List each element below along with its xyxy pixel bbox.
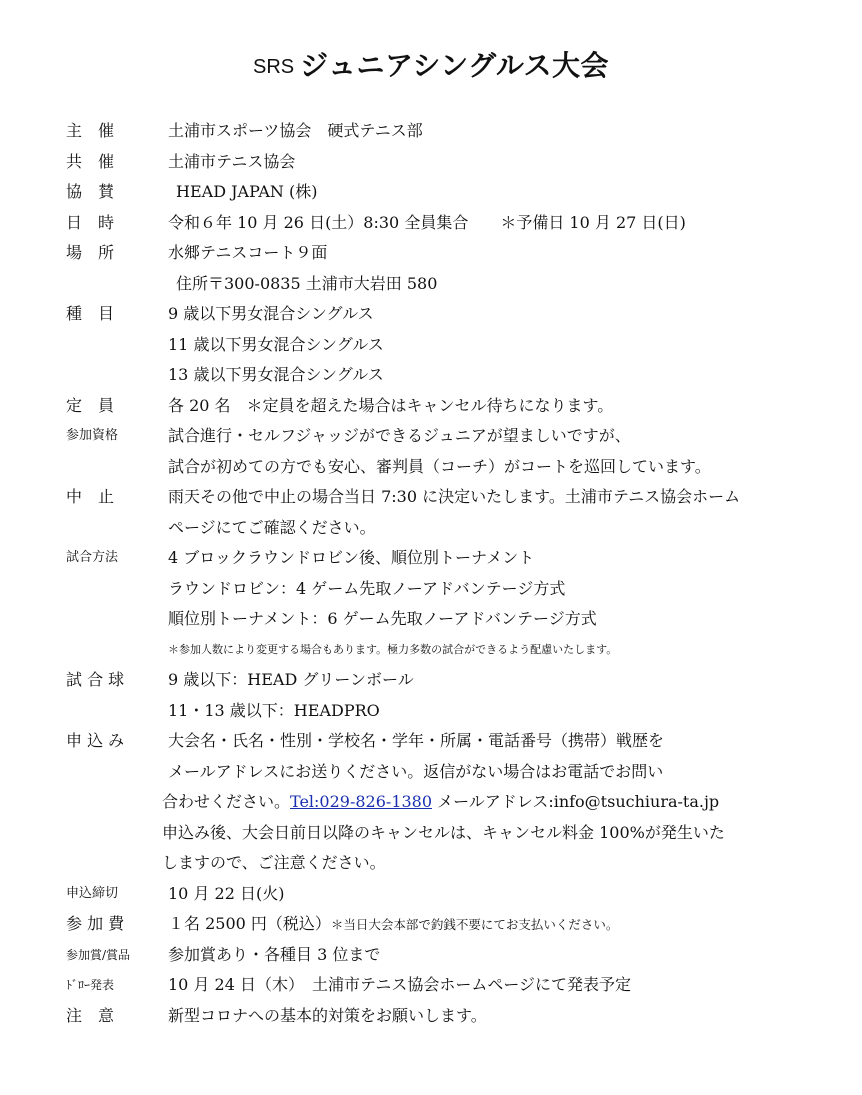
row-ball-2 <box>0 696 862 727</box>
label-notice: 注 意 <box>66 1005 115 1025</box>
value-eligibility-line: 試合進行・セルフジャッジができるジュニアが望ましいですが、 <box>168 426 631 445</box>
label-draw: ﾄﾞﾛｰ発表 <box>66 978 115 992</box>
fee-amount: １名 2500 円（税込） <box>168 914 331 933</box>
row-deadline <box>0 879 862 910</box>
label-cancellation: 中 止 <box>66 487 115 506</box>
value-sponsor: HEAD JAPAN (株) <box>176 182 318 201</box>
value-application-line: メールアドレスにお送りください。返信がない場合はお電話でお問い <box>168 761 664 781</box>
row-eligibility <box>0 421 862 452</box>
value-ball-line: 9 歳以下：HEAD グリーンボール <box>168 670 414 689</box>
row-application-3 <box>0 787 862 818</box>
label-date: 日 時 <box>66 212 115 232</box>
label-deadline: 申込締切 <box>66 885 119 901</box>
value-eligibility-line: 試合が初めての方でも安心、審判員（コーチ）がコートを巡回しています。 <box>168 456 711 476</box>
title-prefix: SRS <box>252 56 295 78</box>
row-cancellation <box>0 482 862 513</box>
value-organizer: 土浦市スポーツ協会 硬式テニス部 <box>168 121 423 140</box>
label-venue: 場 所 <box>66 243 115 262</box>
label-sponsor: 協 賛 <box>66 182 115 201</box>
row-format-3 <box>0 604 862 635</box>
value-format-line: 4 ブロックラウンドロビン後、順位別トーナメント <box>168 548 535 567</box>
fee-note: ＊当日大会本部で釣銭不要にてお支払いください。 <box>330 917 619 932</box>
event-item: 9 歳以下男女混合シングルス <box>168 304 374 323</box>
row-ball <box>0 665 862 696</box>
value-deadline: 10 月 22 日(火) <box>168 883 285 903</box>
row-application-4 <box>0 818 862 849</box>
value-application-line <box>162 787 719 818</box>
event-item: 11 歳以下男女混合シングルス <box>168 334 384 354</box>
row-notice <box>0 1001 862 1032</box>
value-application-line: しますので、ご注意ください。 <box>162 853 386 872</box>
value-prizes: 参加賞あり・各種目 3 位まで <box>168 944 381 964</box>
row-date <box>0 208 862 239</box>
row-application-2 <box>0 757 862 788</box>
format-note: ＊参加人数により変更する場合もあります。極力多数の試合ができるよう配慮いたします。 <box>168 642 618 656</box>
application-contact-prefix: 合わせください。 <box>162 792 291 811</box>
value-format-line: 順位別トーナメント：6 ゲーム先取ノーアドバンテージ方式 <box>168 609 597 628</box>
row-organizer <box>0 116 862 147</box>
event-item: 13 歳以下男女混合シングルス <box>168 365 384 384</box>
value-application-line: 申込み後、大会日前日以降のキャンセルは、キャンセル料金 100%が発生いた <box>162 822 725 842</box>
value-venue: 水郷テニスコート９面 <box>168 243 328 262</box>
label-eligibility: 参加資格 <box>66 428 119 443</box>
value-format-line: ラウンドロビン：4 ゲーム先取ノーアドバンテージ方式 <box>168 578 566 598</box>
value-cancellation-line: ページにてご確認ください。 <box>168 517 376 537</box>
row-draw <box>0 970 862 1001</box>
value-notice: 新型コロナへの基本的対策をお願いします。 <box>168 1005 487 1025</box>
label-application: 申 込 み <box>66 731 125 750</box>
row-events <box>0 299 862 330</box>
application-email: メールアドレス:info@tsuchiura-ta.jp <box>432 792 720 811</box>
details-list <box>0 116 862 1031</box>
row-prizes <box>0 940 862 971</box>
value-ball-line: 11・13 歳以下：HEADPRO <box>168 700 380 720</box>
row-format <box>0 543 862 574</box>
label-format: 試合方法 <box>66 550 119 565</box>
label-capacity: 定 員 <box>66 395 115 415</box>
title-main: ジュニアシングルス大会 <box>300 49 609 82</box>
label-ball: 試 合 球 <box>66 670 125 689</box>
row-application <box>0 726 862 757</box>
value-draw: 10 月 24 日（木） 土浦市テニス協会ホームページにて発表予定 <box>168 975 632 994</box>
row-eligibility-2 <box>0 452 862 483</box>
value-date: 令和６年 10 月 26 日(土）8:30 全員集合 ＊予備日 10 月 27 日(日) <box>168 212 686 232</box>
value-application-line: 大会名・氏名・性別・学校名・学年・所属・電話番号（携帯）戦歴を <box>168 731 665 750</box>
value-fee <box>168 909 618 941</box>
label-co-organizer: 共 催 <box>66 151 115 171</box>
row-format-note <box>0 635 862 666</box>
tel-link[interactable]: Tel:029-826-1380 <box>290 792 433 811</box>
row-sponsor <box>0 177 862 208</box>
row-application-5 <box>0 848 862 879</box>
document-title <box>0 44 862 84</box>
row-events-3 <box>0 360 862 391</box>
row-venue <box>0 238 862 269</box>
label-organizer: 主 催 <box>66 121 115 140</box>
value-capacity: 各 20 名 ＊定員を超えた場合はキャンセル待ちになります。 <box>168 395 614 415</box>
row-cancellation-2 <box>0 513 862 544</box>
row-fee <box>0 909 862 940</box>
row-venue-address <box>0 269 862 300</box>
row-co-organizer <box>0 147 862 178</box>
value-venue-address: 住所〒300-0835 土浦市大岩田 580 <box>176 273 438 293</box>
row-events-2 <box>0 330 862 361</box>
value-cancellation-line: 雨天その他で中止の場合当日 7:30 に決定いたします。土浦市テニス協会ホーム <box>168 487 741 506</box>
row-format-2 <box>0 574 862 605</box>
label-prizes: 参加賞/賞品 <box>66 947 131 962</box>
label-fee: 参 加 費 <box>66 914 125 933</box>
row-capacity <box>0 391 862 422</box>
value-co-organizer: 土浦市テニス協会 <box>168 151 296 171</box>
label-events: 種 目 <box>66 304 115 323</box>
